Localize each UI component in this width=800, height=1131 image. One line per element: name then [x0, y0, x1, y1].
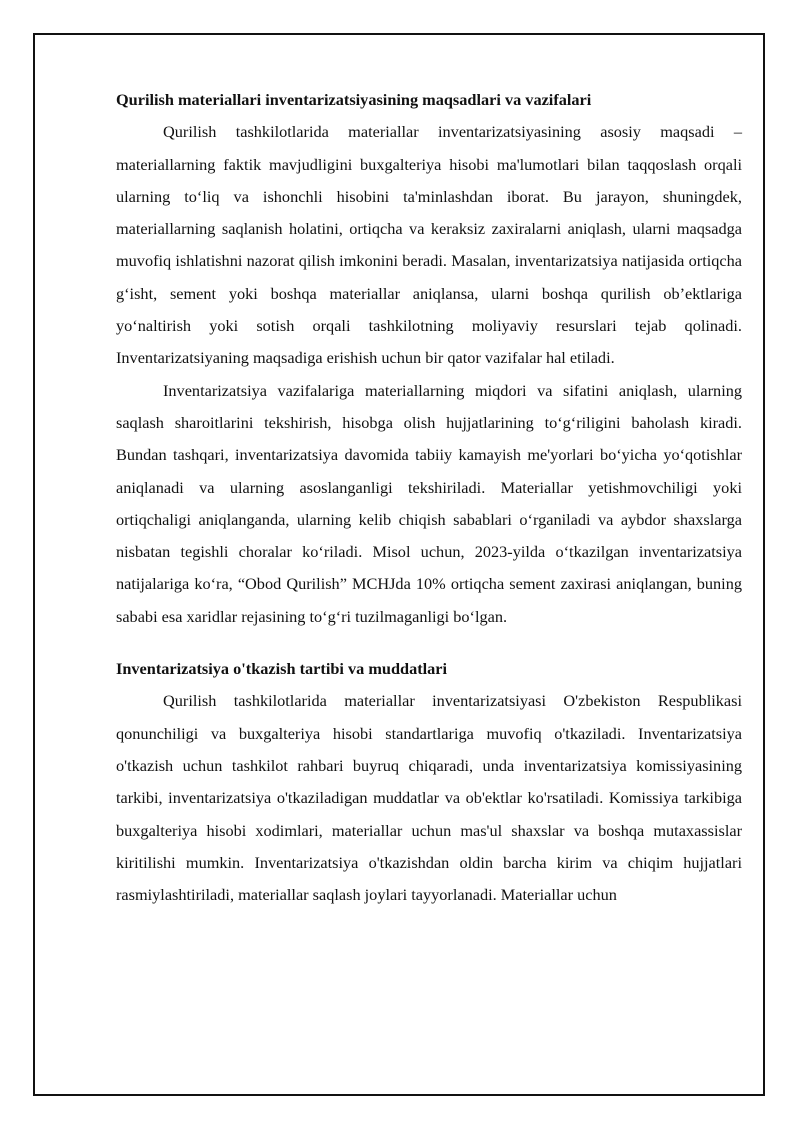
paragraph-goals: Qurilish tashkilotlarida materiallar inventarizatsiyasining asosiy maqsadi – materiallarning faktik mavjudligini buxgalteriya hisobi ma'lumotlari bilan taqqoslash orqali ularning to‘liq va ishonchli hisobini ta'minlashdan iborat. Bu jarayon, shuningdek, materiallarning saqlanish holatini, ortiqcha va keraksiz zaxiralarni aniqlash, ularni maqsadga muvofiq ishlatishni nazorat qilish imkonini beradi. Masalan, inventarizatsiya natijasida ortiqcha g‘isht, sement yoki boshqa materiallar aniqlansa, ularni boshqa qurilish ob’ektlariga yo‘naltirish yoki sotish orqali tashkilotning moliyaviy resurslari tejab qolinadi. Inventarizatsiyaning maqsadiga erishish uchun bir qator vazifalar hal etiladi. [116, 122, 742, 368]
section-heading-goals: Qurilish materiallari inventarizatsiyasining maqsadlari va vazifalari [116, 90, 592, 109]
section-heading-procedure: Inventarizatsiya o'tkazish tartibi va muddatlari [116, 659, 448, 679]
paragraph-procedure: Qurilish tashkilotlarida materiallar inventarizatsiyasi O'zbekiston Respublikasi qonunchiligi va buxgalteriya hisobi standartlariga muvofiq o'tkaziladi. Inventarizatsiya o'tkazish uchun tashkilot rahbari buyruq chiqaradi, unda inventarizatsiya komissiyasining tarkibi, inventarizatsiya o'tkaziladigan muddatlar va ob'ektlar ko'rsatiladi. Komissiya tarkibiga buxgalteriya hisobi xodimlari, materiallar uchun mas'ul shaxslar va boshqa mutaxassislar kiritilishi mumkin. Inventarizatsiya o'tkazishdan oldin barcha kirim va chiqim hujjatlari rasmiylashtiriladi, materiallar saqlash joylari tayyorlanadi. Materiallar uchun [116, 691, 742, 905]
document-body [116, 84, 742, 911]
section-spacer [116, 633, 742, 653]
paragraph-tasks: Inventarizatsiya vazifalariga materiallarning miqdori va sifatini aniqlash, ularning saqlash sharoitlarini tekshirish, hisobga olish hujjatlarining to‘g‘riligini baholash kiradi. Bundan tashqari, inventarizatsiya davomida tabiiy kamayish me'yorlari bo‘yicha yo‘qotishlar aniqlanadi va ularning asoslanganligi tekshiriladi. Materiallar yetishmovchiligi yoki ortiqchaligi aniqlanganda, ularning kelib chiqish sabablari o‘rganiladi va aybdor shaxslarga nisbatan tegishli choralar ko‘riladi. Misol uchun, 2023-yilda o‘tkazilgan inventarizatsiya natijalariga ko‘ra, “Obod Qurilish” MCHJda 10% ortiqcha sement zaxirasi aniqlangan, buning sababi esa xaridlar rejasining to‘g‘ri tuzilmaganligi bo‘lgan. [116, 380, 742, 626]
paragraph-procedure-wrapper [116, 685, 742, 911]
